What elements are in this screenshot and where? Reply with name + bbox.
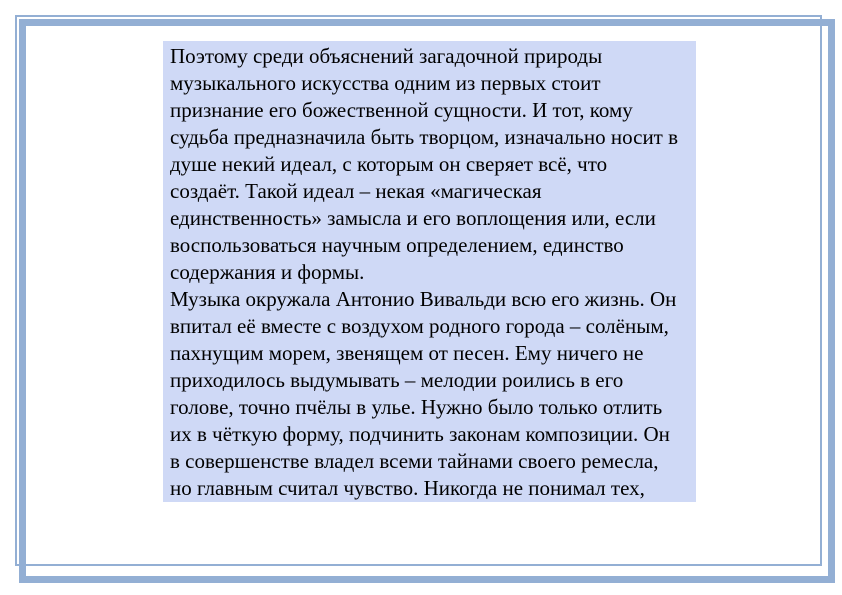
text-line: признание его божественной сущности. И тот, кому xyxy=(170,98,633,122)
paragraph xyxy=(170,43,689,286)
paragraph xyxy=(170,286,689,502)
text-line: воспользоваться научным определением, единство xyxy=(170,233,624,257)
text-line: музыкального искусства одним из первых стоит xyxy=(170,71,601,95)
text-line: впитал её вместе с воздухом родного города – солёным, xyxy=(170,314,669,338)
text-line: содержания и формы. xyxy=(170,260,365,284)
text-line: приходилось выдумывать – мелодии роились в его xyxy=(170,368,624,392)
text-line: в совершенстве владел всеми тайнами своего ремесла, xyxy=(170,449,659,473)
text-line: единственность» замысла и его воплощения или, если xyxy=(170,206,656,230)
text-line: голове, точно пчёлы в улье. Нужно было только отлить xyxy=(170,395,663,419)
text-line: душе некий идеал, с которым он сверяет всё, что xyxy=(170,152,608,176)
text-line: Поэтому среди объяснений загадочной природы xyxy=(170,44,603,68)
text-line: Музыка окружала Антонио Вивальди всю его жизнь. Он xyxy=(170,287,677,311)
text-block xyxy=(163,41,696,502)
text-line: пахнущим морем, звенящем от песен. Ему ничего не xyxy=(170,341,644,365)
text-line: создаёт. Такой идеал – некая «магическая xyxy=(170,179,542,203)
text-line: но главным считал чувство. Никогда не понимал тех, xyxy=(170,476,645,500)
text-line: судьба предназначила быть творцом, изначально носит в xyxy=(170,125,679,149)
text-line: их в чёткую форму, подчинить законам композиции. Он xyxy=(170,422,670,446)
